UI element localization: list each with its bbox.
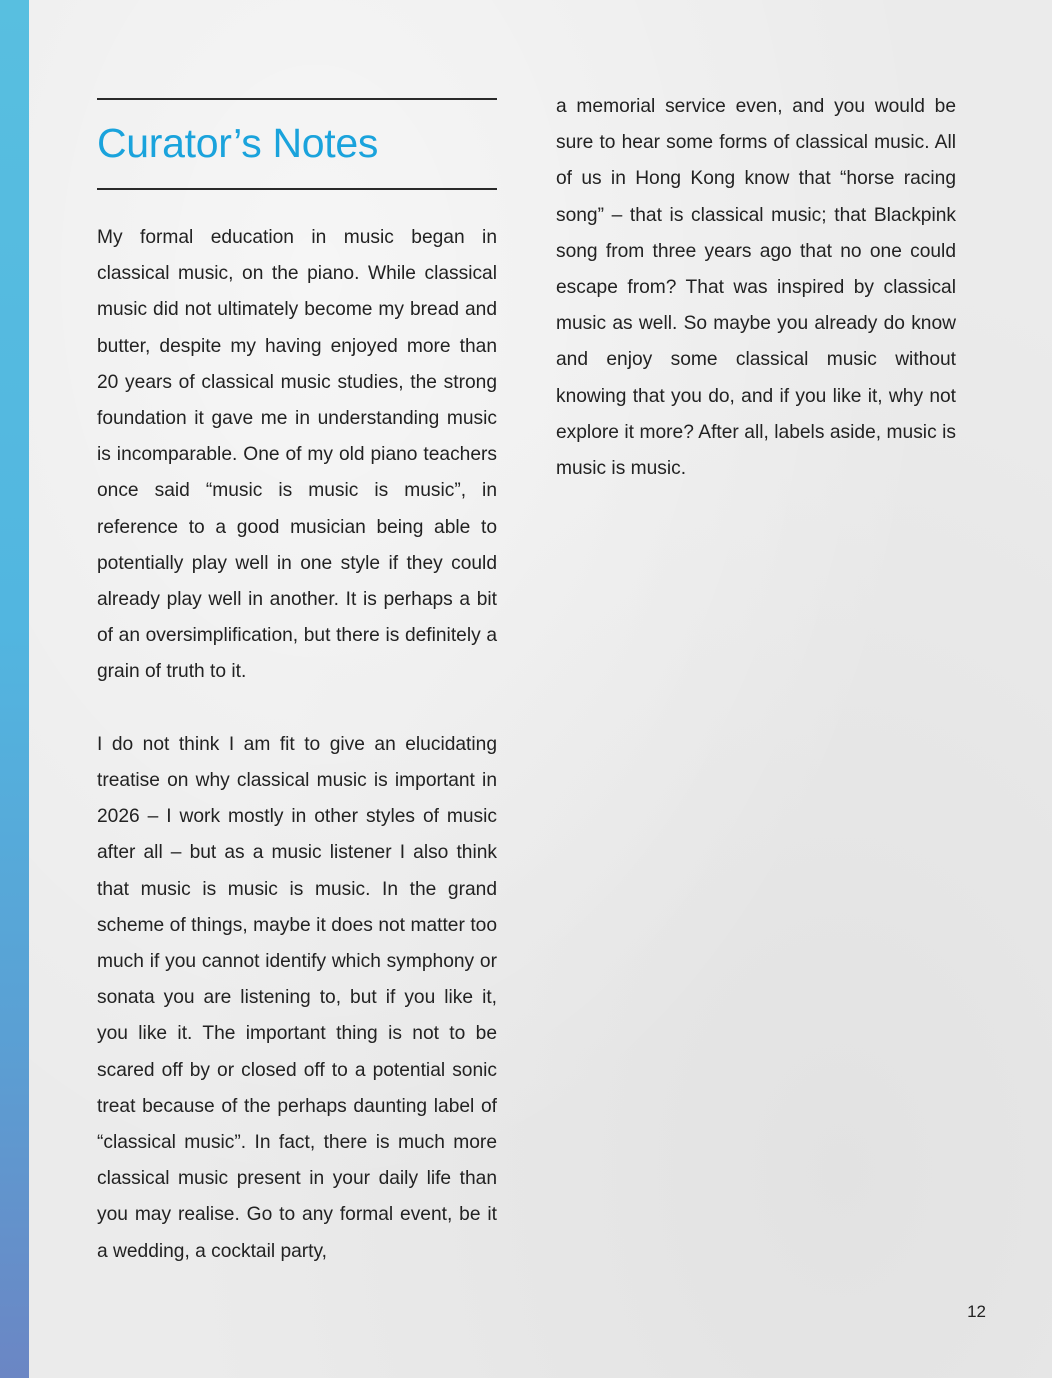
body-paragraph: My formal education in music began in classical music, on the piano. While classical music did not ultimately become my bread and butter, despite my having enjoyed more than 20 years of classical music studies, the strong foundation it gave me in understanding music is incomparable. One of my old piano teachers once said “music is music is music”, in reference to a good musician being able to potentially play well in one style if they could already play well in another. It is perhaps a bit of an oversimplification, but there is definitely a grain of truth to it. xyxy=(97,227,497,683)
left-text-column xyxy=(97,220,497,1270)
title-rule-bottom xyxy=(97,188,497,190)
page-number: 12 xyxy=(967,1302,986,1321)
right-text-column xyxy=(556,89,956,487)
accent-side-bar xyxy=(0,0,29,1378)
body-paragraph: I do not think I am fit to give an elucidating treatise on why classical music is important in 2026 – I work mostly in other styles of music after all – but as a music listener I also think that music is music is music. In the grand scheme of things, maybe it does not matter too much if you cannot identify which symphony or sonata you are listening to, but if you like it, you like it. The important thing is not to be scared off by or closed off to a potential sonic treat because of the perhaps daunting label of “classical music”. In fact, there is much more classical music present in your daily life than you may realise. Go to any formal event, be it a wedding, a cocktail party, xyxy=(97,733,497,1262)
title-rule-top xyxy=(97,98,497,100)
page-title: Curator’s Notes xyxy=(97,120,379,166)
paragraph-spacer xyxy=(97,691,497,727)
body-paragraph: a memorial service even, and you would be sure to hear some forms of classical music. All of us in Hong Kong know that “horse racing song” – that is classical music; that Blackpink song from three years ago that no one could escape from? That was inspired by classical music as well. So maybe you already do know and enjoy some classical music without knowing that you do, and if you like it, why not explore it more? After all, labels aside, music is music is music. xyxy=(556,96,956,480)
